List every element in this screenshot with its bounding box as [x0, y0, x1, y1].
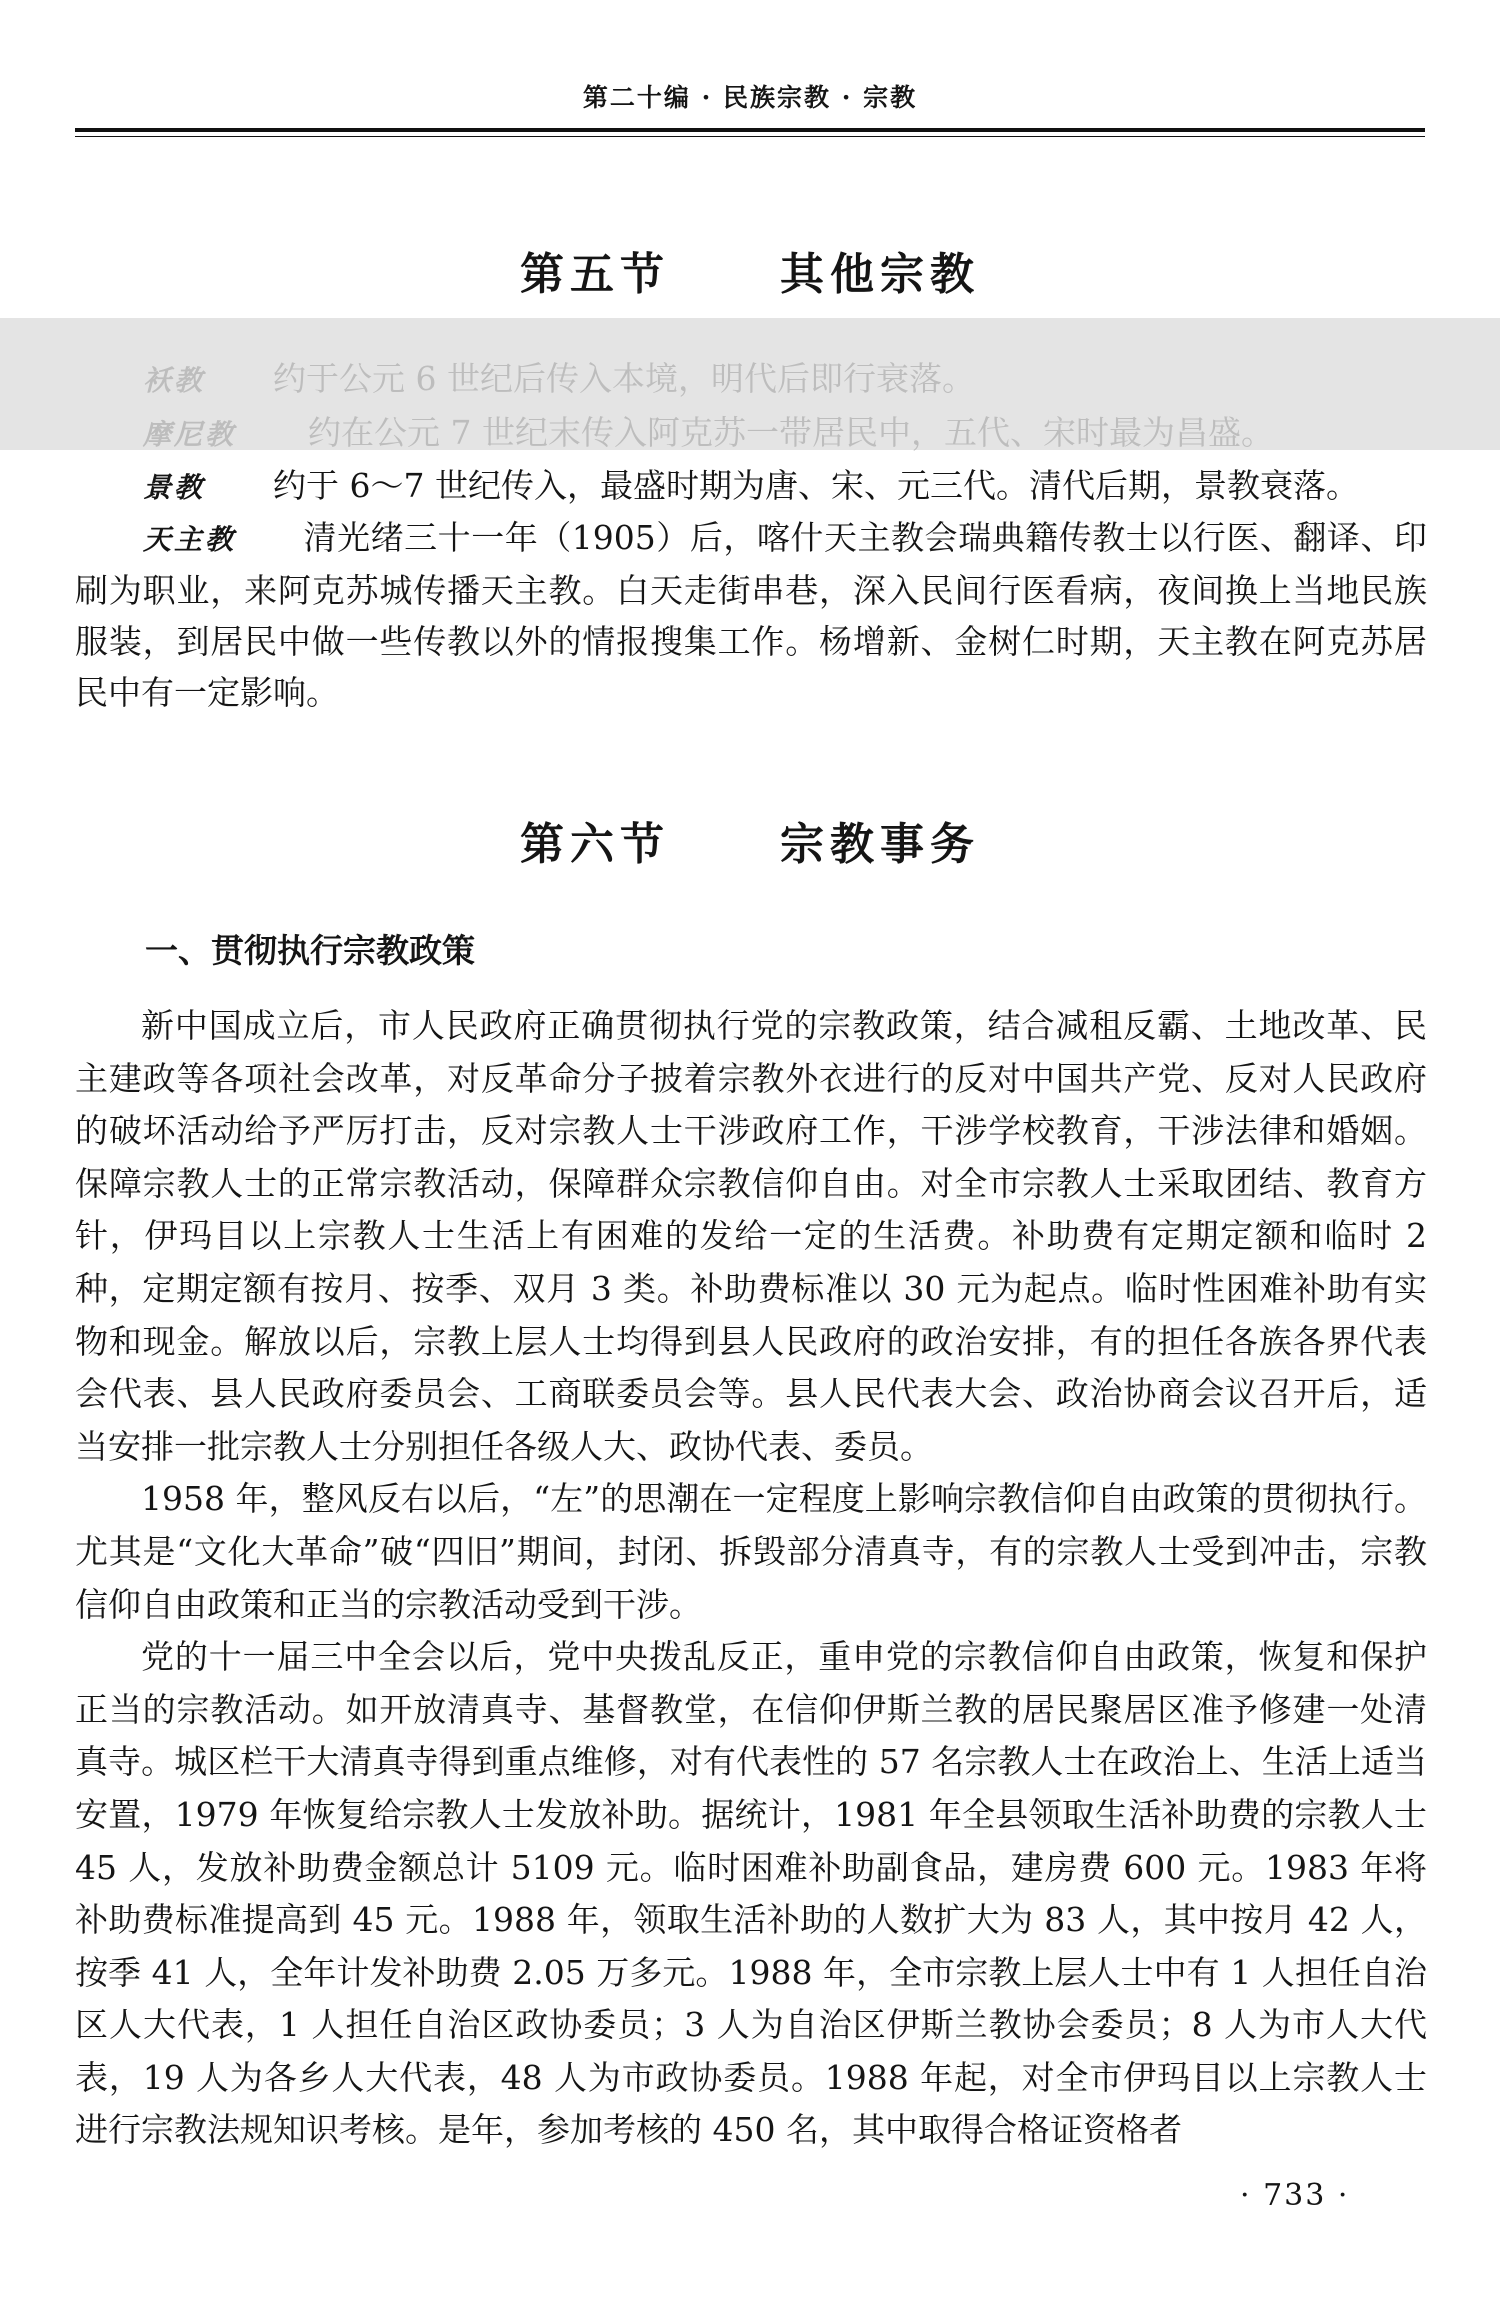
- entry-catholicism: [75, 512, 1427, 718]
- entry-nestorianism: [75, 458, 1427, 515]
- section-6-name: 宗教事务: [780, 819, 980, 870]
- entry-text: 约在公元 7 世纪末传入阿克苏一带居民中，五代、宋时最为昌盛。: [308, 413, 1274, 452]
- running-head: 第二十编 · 民族宗教 · 宗教: [582, 83, 918, 112]
- header-rule-thick: [75, 128, 1425, 132]
- entry-text: 清光绪三十一年（1905）后，喀什天主教会瑞典籍传教士以行医、翻译、印刷为职业，来阿克苏城传播天主教。白天走街串巷，深入民间行医看病，夜间换上当地民族服装，到居民中做一些传教以外的情报搜集工作。杨增新、金树仁时期，天主教在阿克苏居民中有一定影响。: [75, 518, 1427, 712]
- page-number: · 733 ·: [1240, 2178, 1350, 2213]
- section-5-name: 其他宗教: [780, 249, 980, 300]
- body-text: [75, 1000, 1427, 2157]
- paragraph: 新中国成立后，市人民政府正确贯彻执行党的宗教政策，结合减租反霸、土地改革、民主建政等各项社会改革，对反革命分子披着宗教外衣进行的反对中国共产党、反对人民政府的破坏活动给予严厉打击，反对宗教人士干涉政府工作，干涉学校教育，干涉法律和婚姻。保障宗教人士的正常宗教活动，保障群众宗教信仰自由。对全市宗教人士采取团结、教育方针，伊玛目以上宗教人士生活上有困难的发给一定的生活费。补助费有定期定额和临时 2 种，定期定额有按月、按季、双月 3 类。补助费标准以 30 元为起点。临时性困难补助有实物和现金。解放以后，宗教上层人士均得到县人民政府的政治安排，有的担任各族各界代表会代表、县人民政府委员会、工商联委员会等。县人民代表大会、政治协商会议召开后，适当安排一批宗教人士分别担任各级人大、政协代表、委员。: [75, 1006, 1427, 1466]
- section-6-title: [0, 808, 1500, 872]
- entry-term: 摩尼教: [143, 418, 237, 451]
- entry-text: 约于 6～7 世纪传入，最盛时期为唐、宋、元三代。清代后期，景教衰落。: [273, 466, 1359, 505]
- section-6-number: 第六节: [520, 819, 670, 870]
- entry-term: 袄教: [143, 364, 206, 397]
- entry-text: 约于公元 6 世纪后传入本境，明代后即行衰落。: [273, 359, 975, 398]
- entry-term: 景教: [143, 471, 206, 504]
- paragraph: 1958 年，整风反右以后，“左”的思潮在一定程度上影响宗教信仰自由政策的贯彻执行。尤其是“文化大革命”破“四旧”期间，封闭、拆毁部分清真寺，有的宗教人士受到冲击，宗教信仰自由政策和正当的宗教活动受到干涉。: [75, 1479, 1427, 1624]
- paragraph: 党的十一届三中全会以后，党中央拨乱反正，重申党的宗教信仰自由政策，恢复和保护正当的宗教活动。如开放清真寺、基督教堂，在信仰伊斯兰教的居民聚居区准予修建一处清真寺。城区栏干大清真寺得到重点维修，对有代表性的 57 名宗教人士在政治上、生活上适当安置，1979 年恢复给宗教人士发放补助。据统计，1981 年全县领取生活补助费的宗教人士 45 人，发放补助费金额总计 5109 元。临时困难补助副食品，建房费 600 元。1983 年将补助费标准提高到 45 元。1988 年，领取生活补助的人数扩大为 83 人，其中按月 42 人，按季 41 人，全年计发补助费 2.05 万多元。1988 年，全市宗教上层人士中有 1 人担任自治区人大代表，1 人担任自治区政协委员；3 人为自治区伊斯兰教协会委员；8 人为市人大代表，19 人为各乡人大代表，48 人为市政协委员。1988 年起，对全市伊玛目以上宗教人士进行宗教法规知识考核。是年，参加考核的 450 名，其中取得合格证资格者: [75, 1637, 1427, 2150]
- entry-manichaeism: [75, 405, 1427, 462]
- section-5-number: 第五节: [520, 249, 670, 300]
- header-rule-thin: [75, 136, 1425, 137]
- entry-term: 天主教: [143, 523, 237, 556]
- section-5-title: [0, 238, 1500, 302]
- subheading: 一、贯彻执行宗教政策: [145, 931, 475, 970]
- entry-zoroastrianism: [75, 351, 1427, 408]
